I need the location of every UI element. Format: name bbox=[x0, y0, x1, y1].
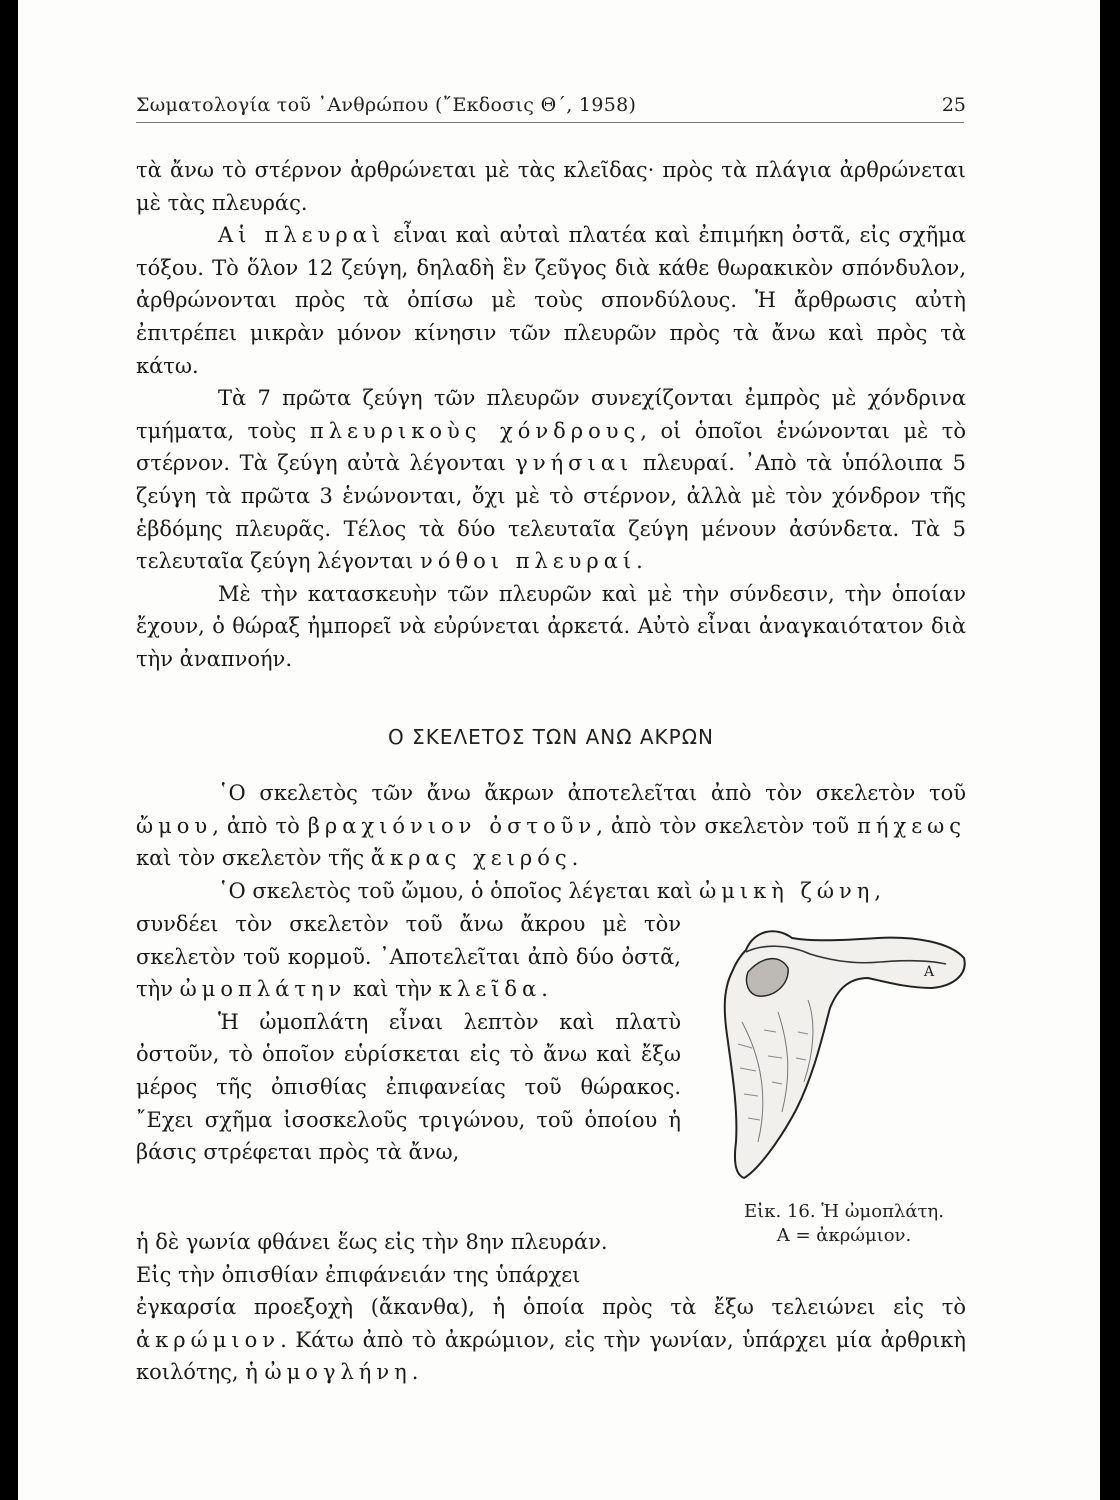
header-rule bbox=[136, 122, 964, 123]
paragraph-line: Εἰς τὴν ὀπισθίαν ἐπιφάνειάν της ὑπάρχει bbox=[136, 1262, 581, 1287]
text-run: . bbox=[541, 977, 548, 1002]
paragraph bbox=[136, 875, 966, 908]
scapula-figure bbox=[718, 912, 970, 1182]
text-run: . bbox=[411, 1360, 419, 1385]
spaced-term: Αἱ πλευραὶ bbox=[218, 223, 386, 248]
spaced-term: ὠμογλήνη bbox=[264, 1360, 412, 1385]
text-run: , bbox=[874, 878, 882, 903]
text-run: . bbox=[636, 549, 643, 574]
text-run: ῾Ο σκελετὸς τοῦ ὤμου, ὁ ὁποῖος λέγεται καὶ bbox=[218, 878, 700, 903]
page-number: 25 bbox=[941, 94, 966, 116]
text-run: ῾Ο σκελετὸς τῶν ἄνω ἄκρων ἀποτελεῖται ἀπὸ τὸν σκελετὸν τοῦ bbox=[218, 781, 966, 805]
spaced-term: ὤμου bbox=[136, 813, 213, 838]
paragraph bbox=[136, 382, 966, 578]
text-run: , ἀπὸ τὸν σκελετὸν τοῦ bbox=[596, 813, 858, 838]
scapula-drawing bbox=[718, 912, 970, 1182]
text-run: ἐγκαρσία προεξοχὴ (ἄκανθα), ἡ ὁποία πρὸς τὰ ἔξω τελειώνει εἰς τὸ bbox=[136, 1295, 966, 1320]
paragraph: Ἡ ὠμοπλάτη εἶναι λεπτὸν καὶ πλατὺ ὀστοῦν, τὸ ὁποῖον εὑρίσκεται εἰς τὸ ἄνω καὶ ἔξω μέρος τῆς ὀπισθίας ἐπιφανείας τοῦ θώρακος. ῎Εχει σχῆμα ἰσοσκελοῦς τριγώνου, τοῦ ὁποίου ἡ βάσις στρέφεται πρὸς τὰ ἄνω, bbox=[136, 1009, 681, 1165]
spaced-term: ὠμοπλάτην bbox=[179, 977, 347, 1002]
spaced-term: πλευρικοὺς χόνδρους bbox=[309, 418, 641, 443]
spaced-term: ὠμικὴ ζώνη bbox=[699, 878, 875, 903]
figure-caption bbox=[704, 1200, 984, 1248]
paragraph-line: ἡ δὲ γωνία φθάνει ἕως εἰς τὴν 8ην πλευράν. bbox=[136, 1230, 608, 1254]
spaced-term: πήχεως bbox=[857, 813, 966, 838]
text-run: συνδέει τὸν σκελετὸν τοῦ ἄνω ἄκρου μὲ τὸν σκελετὸν τοῦ κορμοῦ. ᾿Αποτελεῖται ἀπὸ δύο ὀστᾶ, τὴν bbox=[136, 912, 681, 1002]
text-run: , οἱ ὁποῖοι ἑνώνονται μὲ τὸ στέρνον. Τὰ ζεύγη αὐτὰ λέγονται bbox=[136, 418, 966, 476]
scapula-text-continued bbox=[136, 1226, 966, 1389]
caption-line: Α = ἀκρώμιον. bbox=[776, 1225, 912, 1246]
paragraph: Μὲ τὴν κατασκευὴν τῶν πλευρῶν καὶ μὲ τὴν σύνδεσιν, τὴν ὁποίαν ἔχουν, ὁ θώραξ ἠμπορεῖ νὰ εὐρύνεται ἀρκετά. Αὐτὸ εἶναι ἀναγκαιότατον διὰ τὴν ἀναπνοήν. bbox=[136, 581, 966, 671]
paragraph bbox=[136, 1291, 966, 1389]
text-run: Τὰ 7 πρῶτα ζεύγη τῶν πλευρῶν συνεχίζονται ἐμπρὸς μὲ χόνδρινα τμήματα, τοὺς bbox=[136, 386, 966, 443]
spaced-term: ἀκρώμιον bbox=[136, 1327, 281, 1352]
text-run: , ἀπὸ τὸ bbox=[212, 813, 308, 838]
section-heading: Ο ΣΚΕΛΕΤΟΣ ΤΩΝ ΑΝΩ ΑΚΡΩΝ bbox=[388, 725, 714, 749]
spaced-term: νόθοι πλευραί bbox=[420, 549, 637, 574]
section-ribs-text bbox=[136, 154, 966, 676]
page-sheet bbox=[18, 0, 1100, 1500]
upper-limb-intro bbox=[136, 777, 966, 907]
paragraph: τὰ ἄνω τὸ στέρνον ἀρθρώνεται μὲ τὰς κλεῖδας· πρὸς τὰ πλάγια ἀρθρώνεται μὲ τὰς πλευράς. bbox=[136, 158, 966, 215]
text-run: καὶ τὴν bbox=[346, 977, 439, 1002]
paragraph bbox=[136, 219, 966, 382]
text-run: πλευραί. ᾿Απὸ τὰ ὑπόλοιπα 5 ζεύγη τὰ πρῶτα 3 ἑνώνονται, ὄχι μὲ τὸ στέρνον, ἀλλὰ μὲ τὸν χόνδρον τῆς ἑβδόμης πλευρᾶς. Τέλος τὰ δύο τελευταῖα ζεύγη μένουν ἀσύνδετα. Τὰ 5 τελευταῖα ζεύγη λέγονται bbox=[136, 451, 966, 574]
shoulder-girdle-text bbox=[136, 908, 681, 1169]
text-run: καὶ τὸν σκελετὸν τῆς bbox=[136, 846, 371, 871]
spaced-term: γνήσιαι bbox=[515, 451, 634, 476]
text-run: εἶναι καὶ αὐταὶ πλατέα καὶ ἐπιμήκη ὀστᾶ, εἰς σχῆμα τόξου. Τὸ ὅλον 12 ζεύγη, δηλαδὴ ἓν ζεῦγος διὰ κάθε θωρακικὸν σπόνδυλον, ἀρθρώνονται πρὸς τὰ ὀπίσω μὲ τοὺς σπονδύλους. Ἡ ἄρθρωσις αὐτὴ ἐπιτρέπει μικρὰν μόνον κίνησιν τῶν πλευρῶν πρὸς τὰ ἄνω καὶ πρὸς τὰ κάτω. bbox=[136, 223, 966, 378]
spaced-term: βραχιόνιον ὀστοῦν bbox=[307, 813, 597, 838]
paragraph bbox=[136, 777, 966, 875]
text-run: . bbox=[571, 846, 579, 871]
spaced-term: ἄκρας χειρός bbox=[370, 846, 572, 871]
paragraph bbox=[136, 908, 681, 1006]
spaced-term: κλεῖδα bbox=[438, 977, 542, 1002]
acromion-label: Α bbox=[924, 964, 935, 980]
text-run: . Κάτω ἀπὸ τὸ ἀκρώμιον, εἰς τὴν γωνίαν, ὑπάρχει μία ἀρθρικὴ κοιλότης, ἡ bbox=[136, 1327, 966, 1385]
running-title: Σωματολογία τοῦ ᾿Ανθρώπου (῎Εκδοσις Θ΄, 1958) bbox=[136, 94, 637, 116]
caption-line: Εἰκ. 16. Ἡ ὠμοπλάτη. bbox=[744, 1201, 944, 1222]
